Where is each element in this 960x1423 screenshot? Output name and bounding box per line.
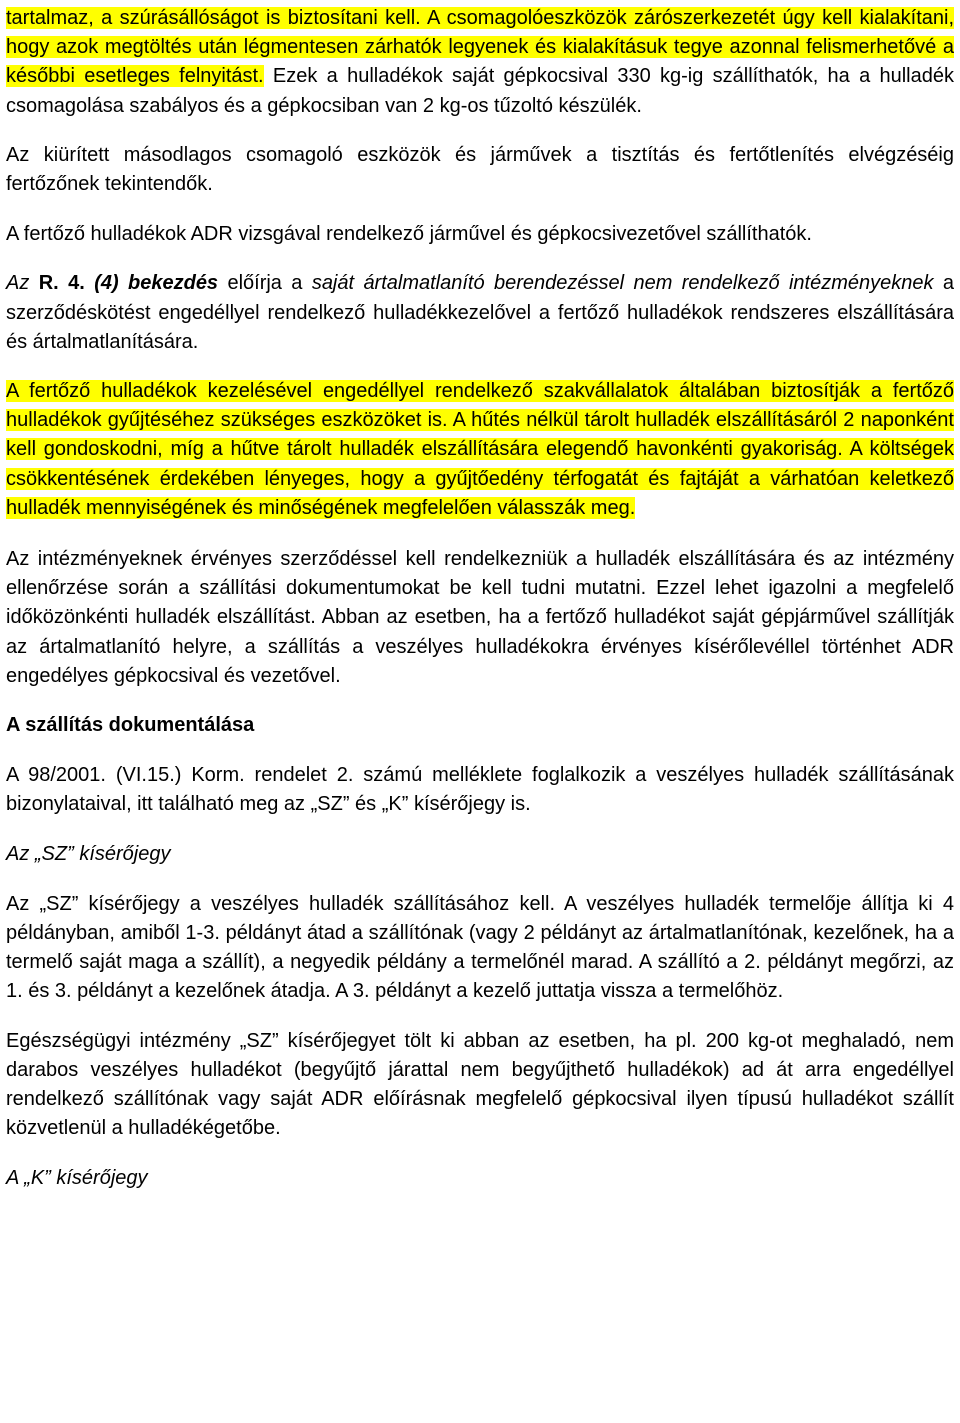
paragraph-sz-form: Az „SZ” kísérőjegy a veszélyes hulladék szállításához kell. A veszélyes hulladék termelője állítja ki 4 példányban, amiből 1-3. példányt átad a szállítónak (vagy 2 példányt az ártalmatlanítónak, kezelőnek, ha a termelő saját maga a szállít), a negyedik példány a termelőnél marad. A szállító a 2. példányt megőrzi, az 1. és 3. példányt a kezelőnek átadja. A 3. példányt a kezelő juttatja vissza a termelőhöz. [6, 892, 954, 1003]
paragraph-contractors [6, 377, 954, 523]
paragraph-text: előírja a [218, 272, 312, 295]
paragraph-text: Ezek a hulladékok saját gépkocsival 330 kg-ig szállíthatók, ha a hulladék csomagolása szabályos és a gépkocsiban van 2 kg-os tűzoltó készülék. [6, 65, 954, 117]
highlighted-text: A fertőző hulladékok kezelésével engedéllyel rendelkező szakvállalatok általában biztosítják a fertőző hulladékok gyűjtéséhez szükséges eszközöket is. A hűtés nélkül tárolt hulladék elszállításáról 2 naponként kell gondoskodni, míg a hűtve tárolt hulladék elszállítására elegendő havonkénti gyakoriság. A költségek csökkentésének érdekében lényeges, hogy a gyűjtőedény térfogatát és fajtáját a várhatóan keletkező hulladék mennyiségének és minőségének megfelelően válasszák meg. [6, 380, 954, 519]
document-page [6, 4, 954, 1193]
paragraph-decree: A 98/2001. (VI.15.) Korm. rendelet 2. számú melléklete foglalkozik a veszélyes hulladék szállításának bizonylataival, itt található meg az „SZ” és „K” kísérőjegy is. [6, 764, 954, 816]
section-heading: A szállítás dokumentálása [6, 714, 255, 737]
paragraph-disinfection: Az kiürített másodlagos csomagoló eszközök és járművek a tisztítás és fertőtlenítés elvégzéséig fertőzőnek tekintendők. [6, 143, 954, 196]
subheading-k-form: A „K” kísérőjegy [6, 1166, 148, 1189]
regulation-ref-paragraph: (4) bekezdés [94, 272, 219, 295]
paragraph-healthcare-institution: Egészségügyi intézmény „SZ” kísérőjegyet tölt ki abban az esetben, ha pl. 200 kg-ot meghaladó, nem darabos veszélyes hulladékot (begyűjtő járattal nem begyűjthető hulladékok) ad át arra engedéllyel rendelkező szállítónak vagy saját ADR előírásnak megfelelő gépkocsival ilyen típusú hulladékot szállít közvetlenül a hulladékégetőbe. [6, 1029, 954, 1140]
paragraph-text: a szerződéskötést engedéllyel rendelkező hulladékkezelővel a fertőző hulladékok rendszeres elszállítására és ártalmatlanítására. [6, 272, 955, 353]
regulation-ref-prefix: Az [6, 272, 30, 295]
paragraph-regulation [6, 269, 954, 357]
paragraph-contract-requirements: Az intézményeknek érvényes szerződéssel kell rendelkezniük a hulladék elszállítására és az intézmény ellenőrzése során a szállítási dokumentumokat be kell tudni mutatni. Ezzel lehet igazolni a megfelelő időközönkénti hulladék elszállítást. Abban az esetben, ha a fertőző hulladékot saját gépjárművel szállítják az ártalmatlanító helyre, a szállítás a veszélyes hulladékokra érvényes kísérőlevéllel történhet ADR engedélyes gépkocsival és vezetővel. [6, 548, 954, 687]
paragraph-packaging [6, 4, 954, 121]
regulation-ref-number: R. 4. [38, 272, 85, 295]
subheading-sz-form: Az „SZ” kísérőjegy [6, 842, 171, 865]
emphasis-text: saját ártalmatlanító berendezéssel nem rendelkező intézményeknek [311, 272, 934, 295]
paragraph-adr-transport: A fertőző hulladékok ADR vizsgával rendelkező járművel és gépkocsivezetővel szállíthatók. [6, 223, 812, 246]
highlighted-text: tartalmaz, a szúrásállóságot is biztosítani kell. A csomagolóeszközök zárószerkezetét úgy kell kialakítani, hogy azok megtöltés után légmentesen zárhatók legyenek és kialakításuk tegye azonnal felismerhetővé a későbbi esetleges felnyitást. [6, 7, 954, 88]
